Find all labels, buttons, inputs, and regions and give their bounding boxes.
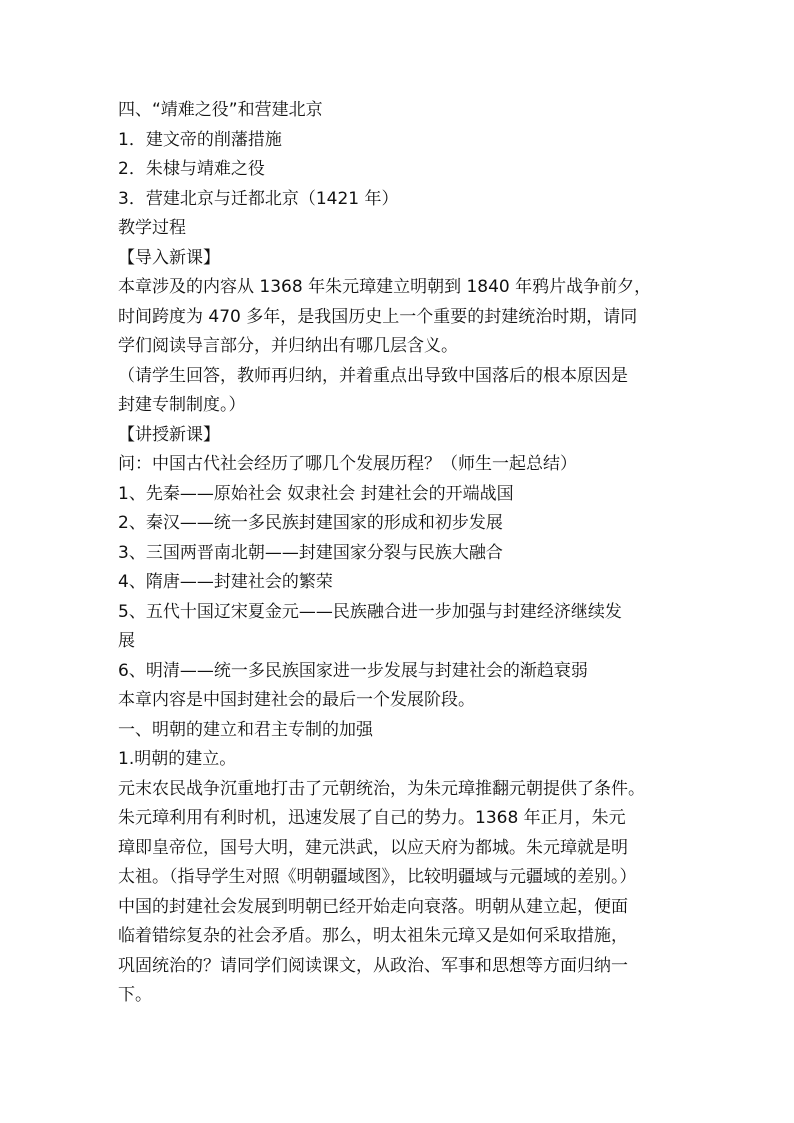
- list-item: 3、三国两晋南北朝——封建国家分裂与民族大融合: [118, 542, 503, 563]
- paragraph-line: 临着错综复杂的社会矛盾。那么，明太祖朱元璋又是如何采取措施，: [118, 926, 628, 946]
- paragraph-line: 璋即皇帝位，国号大明，建元洪武，以应天府为都城。朱元璋就是明: [118, 837, 628, 858]
- section-heading: 四、“靖难之役”和营建北京: [118, 100, 323, 120]
- list-item: 5、五代十国辽宋夏金元——民族融合进一步加强与封建经济继续发: [118, 601, 622, 622]
- outline-item: 3．营建北京与迁都北京（1421 年）: [118, 188, 399, 209]
- document-body: [118, 96, 678, 1011]
- paragraph-line: 本章涉及的内容从 1368 年朱元璋建立明朝到 1840 年鸦片战争前夕，: [118, 277, 652, 297]
- list-item-continuation: 展: [118, 631, 135, 651]
- outline-item: 2．朱棣与靖难之役: [118, 159, 265, 179]
- paragraph-line: 学们阅读导言部分，并归纳出有哪几层含义。: [118, 336, 458, 356]
- subsection-heading: 1.明朝的建立。: [118, 749, 237, 769]
- question-line: 问：中国古代社会经历了哪几个发展历程？（师生一起总结）: [118, 454, 577, 474]
- bracket-heading: 【导入新课】: [118, 247, 220, 268]
- section-heading: 教学过程: [118, 218, 186, 238]
- paragraph-line: 巩固统治的？请同学们阅读课文，从政治、军事和思想等方面归纳一: [118, 955, 628, 976]
- outline-item: 1．建文帝的削藩措施: [118, 129, 282, 150]
- paragraph-line: 下。: [118, 985, 152, 1005]
- list-item: 2、秦汉——统一多民族封建国家的形成和初步发展: [118, 513, 503, 533]
- paragraph-line: 元末农民战争沉重地打击了元朝统治，为朱元璋推翻元朝提供了条件。: [118, 778, 645, 799]
- paragraph-line: 封建专制制度。）: [118, 395, 246, 415]
- list-item: 4、隋唐——封建社会的繁荣: [118, 572, 333, 592]
- list-item: 6、明清——统一多民族国家进一步发展与封建社会的渐趋衰弱: [118, 660, 588, 681]
- paragraph-line: 时间跨度为 470 多年，是我国历史上一个重要的封建统治时期，请同: [118, 306, 638, 327]
- paragraph-line: 中国的封建社会发展到明朝已经开始走向衰落。明朝从建立起，便面: [118, 896, 628, 917]
- paragraph-line: （请学生回答，教师再归纳，并着重点出导致中国落后的根本原因是: [118, 365, 628, 386]
- bracket-heading: 【讲授新课】: [118, 424, 220, 445]
- paragraph-line: 太祖。（指导学生对照《明朝疆域图》，比较明疆域与元疆域的差别。）: [118, 867, 637, 887]
- paragraph-line: 朱元璋利用有利时机，迅速发展了自己的势力。1368 年正月，朱元: [118, 808, 626, 828]
- list-item: 1、先秦——原始社会 奴隶社会 封建社会的开端战国: [118, 483, 514, 504]
- paragraph-line: 本章内容是中国封建社会的最后一个发展阶段。: [118, 690, 475, 710]
- section-heading: 一、明朝的建立和君主专制的加强: [118, 719, 373, 740]
